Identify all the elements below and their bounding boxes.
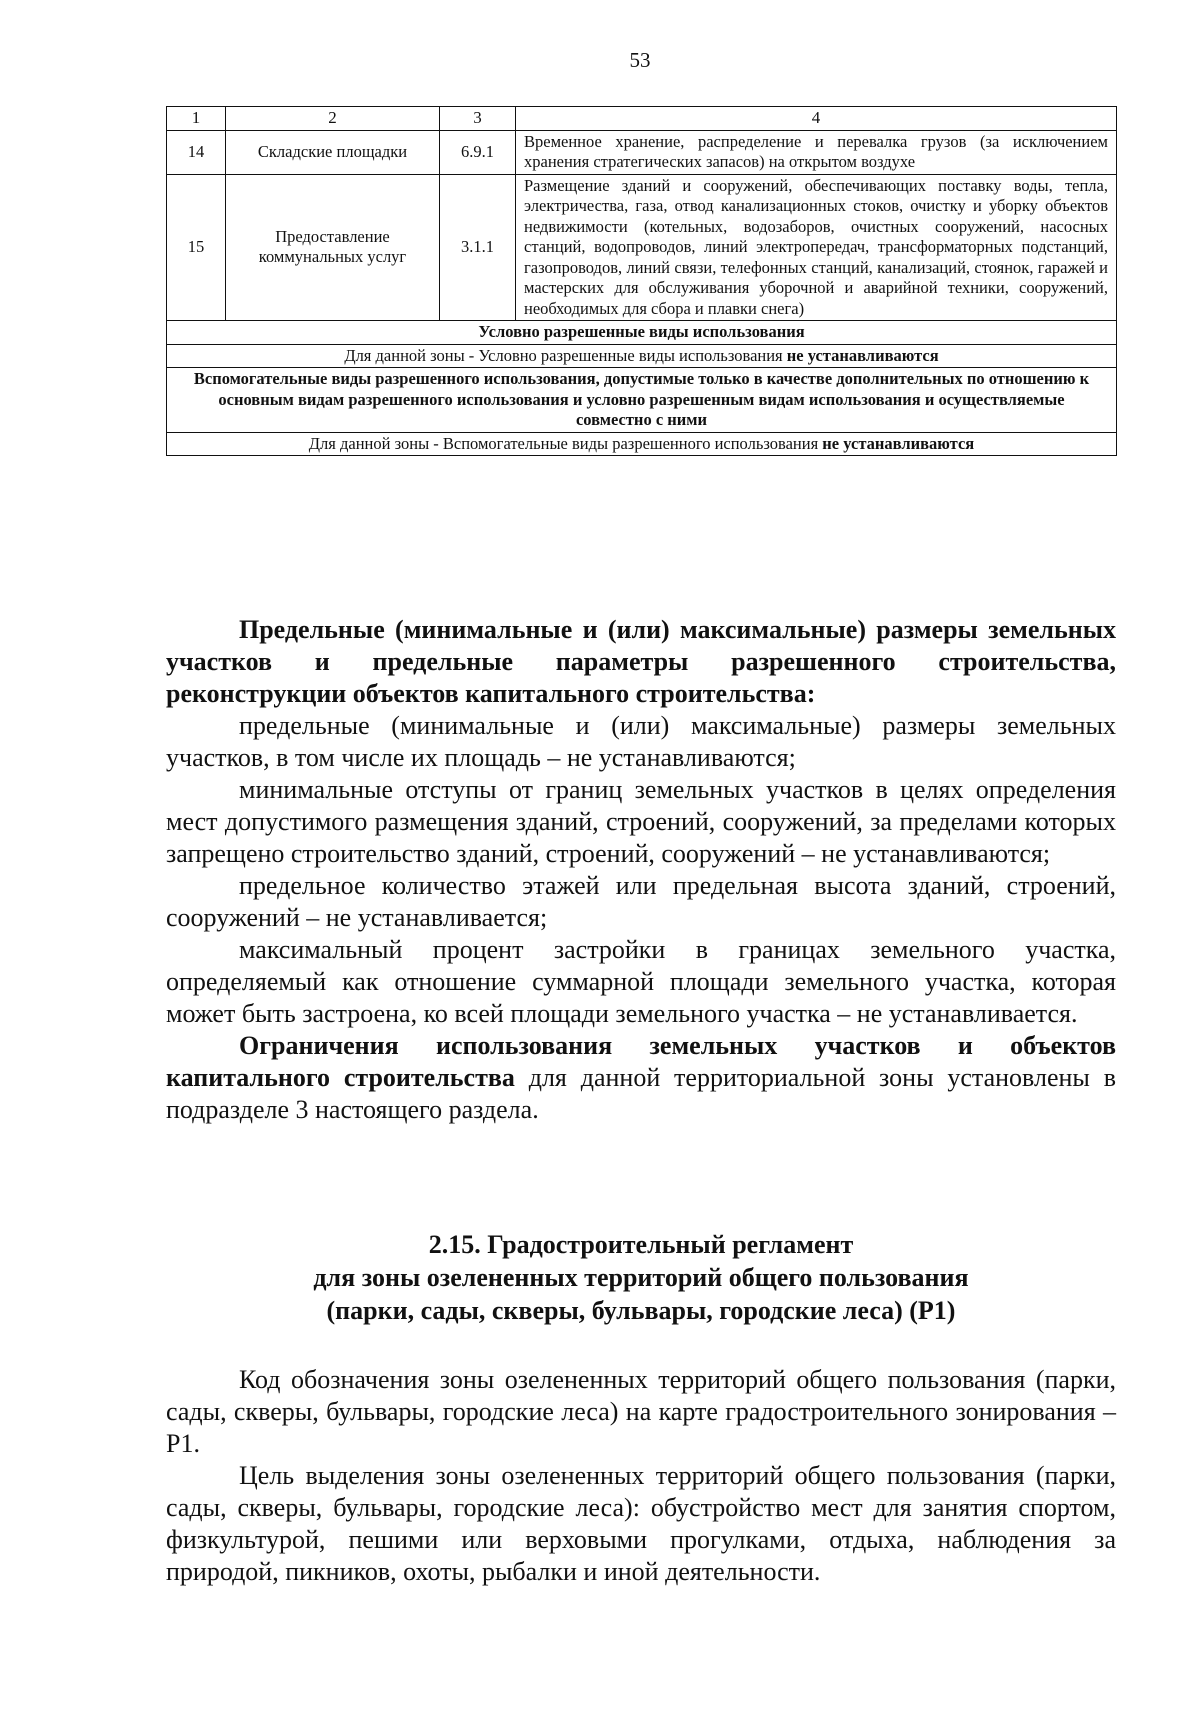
table-row — [167, 130, 1117, 174]
auxiliary-uses-heading: Вспомогательные виды разрешенного использования, допустимые только в качестве дополнительных по отношению к основным видам разрешенного использования и условно разрешенным видам использования и осуществляемые совместно с ними — [167, 368, 1117, 433]
restrictions-text: для данной территориальной зоны установлены в подразделе 3 настоящего раздела. — [166, 1063, 1116, 1124]
conditional-uses-note — [167, 344, 1117, 368]
restrictions-paragraph — [166, 1030, 1116, 1126]
table-row — [167, 432, 1117, 456]
note-text: Для данной зоны - Условно разрешенные виды использования — [344, 345, 787, 365]
auxiliary-uses-note — [167, 432, 1117, 456]
use-type-name: Складские площадки — [226, 130, 440, 174]
header-cell: 4 — [516, 107, 1117, 131]
note-emphasis: не устанавливаются — [786, 345, 939, 365]
table-row — [167, 368, 1117, 433]
limits-section — [166, 614, 1116, 1126]
table-row — [167, 321, 1117, 345]
section-title — [166, 1228, 1116, 1327]
conditional-uses-heading: Условно разрешенные виды использования — [167, 321, 1117, 345]
use-type-description: Размещение зданий и сооружений, обеспечивающих поставку воды, тепла, электричества, газа, отвод канализационных стоков, очистку и уборку объектов недвижимости (котельных, водозаборов, очистных сооружений, насосных станций, водопроводов, линий электропередач, трансформаторных подстанций, газопроводов, линий связи, телефонных станций, канализаций, стоянок, гаражей и мастерских для обслуживания уборочной и аварийной техники, сооружений, необходимых для сбора и плавки снега) — [516, 174, 1117, 321]
zone-description — [166, 1364, 1116, 1588]
row-number: 14 — [167, 130, 226, 174]
permitted-uses-table — [166, 106, 1117, 456]
table-header-row — [167, 107, 1117, 131]
limits-item: предельное количество этажей или предельная высота зданий, строений, сооружений – не устанавливается; — [166, 871, 1116, 932]
section-title-line: (парки, сады, скверы, бульвары, городские леса) (Р1) — [326, 1296, 956, 1325]
table-row — [167, 174, 1117, 321]
header-cell: 2 — [226, 107, 440, 131]
limits-heading: Предельные (минимальные и (или) максимальные) размеры земельных участков и предельные параметры разрешенного строительства, реконструкции объектов капитального строительства: — [166, 615, 1116, 708]
restrictions-bold: Ограничения использования земельных участков и объектов капитального строительства — [166, 1031, 1116, 1092]
use-type-code: 3.1.1 — [440, 174, 516, 321]
zone-code-paragraph: Код обозначения зоны озелененных территорий общего пользования (парки, сады, скверы, бульвары, городские леса) на карте градостроительного зонирования – Р1. — [166, 1365, 1116, 1458]
header-cell: 3 — [440, 107, 516, 131]
page-number: 53 — [629, 48, 651, 72]
row-number: 15 — [167, 174, 226, 321]
limits-item: максимальный процент застройки в границах земельного участка, определяемый как отношение суммарной площади земельного участка, которая может быть застроена, ко всей площади земельного участка – не устанавливается. — [166, 935, 1116, 1028]
zone-purpose-paragraph: Цель выделения зоны озелененных территорий общего пользования (парки, сады, скверы, бульвары, городские леса): обустройство мест для занятия спортом, физкультурой, пешими или верховыми прогулками, отдыха, наблюдения за природой, пикников, охоты, рыбалки и иной деятельности. — [166, 1461, 1116, 1586]
section-title-line: 2.15. Градостроительный регламент — [428, 1230, 854, 1259]
limits-item: минимальные отступы от границ земельных участков в целях определения мест допустимого размещения зданий, строений, сооружений, за пределами которых запрещено строительство зданий, строений, сооружений – не устанавливаются; — [166, 775, 1116, 868]
table-row — [167, 344, 1117, 368]
header-cell: 1 — [167, 107, 226, 131]
section-title-line: для зоны озелененных территорий общего пользования — [313, 1263, 969, 1292]
use-type-code: 6.9.1 — [440, 130, 516, 174]
note-emphasis: не устанавливаются — [822, 433, 975, 453]
use-type-description: Временное хранение, распределение и перевалка грузов (за исключением хранения стратегических запасов) на открытом воздухе — [516, 130, 1117, 174]
limits-item: предельные (минимальные и (или) максимальные) размеры земельных участков, в том числе их площадь – не устанавливаются; — [166, 711, 1116, 772]
note-text: Для данной зоны - Вспомогательные виды разрешенного использования — [308, 433, 823, 453]
use-type-name: Предоставление коммунальных услуг — [226, 174, 440, 321]
